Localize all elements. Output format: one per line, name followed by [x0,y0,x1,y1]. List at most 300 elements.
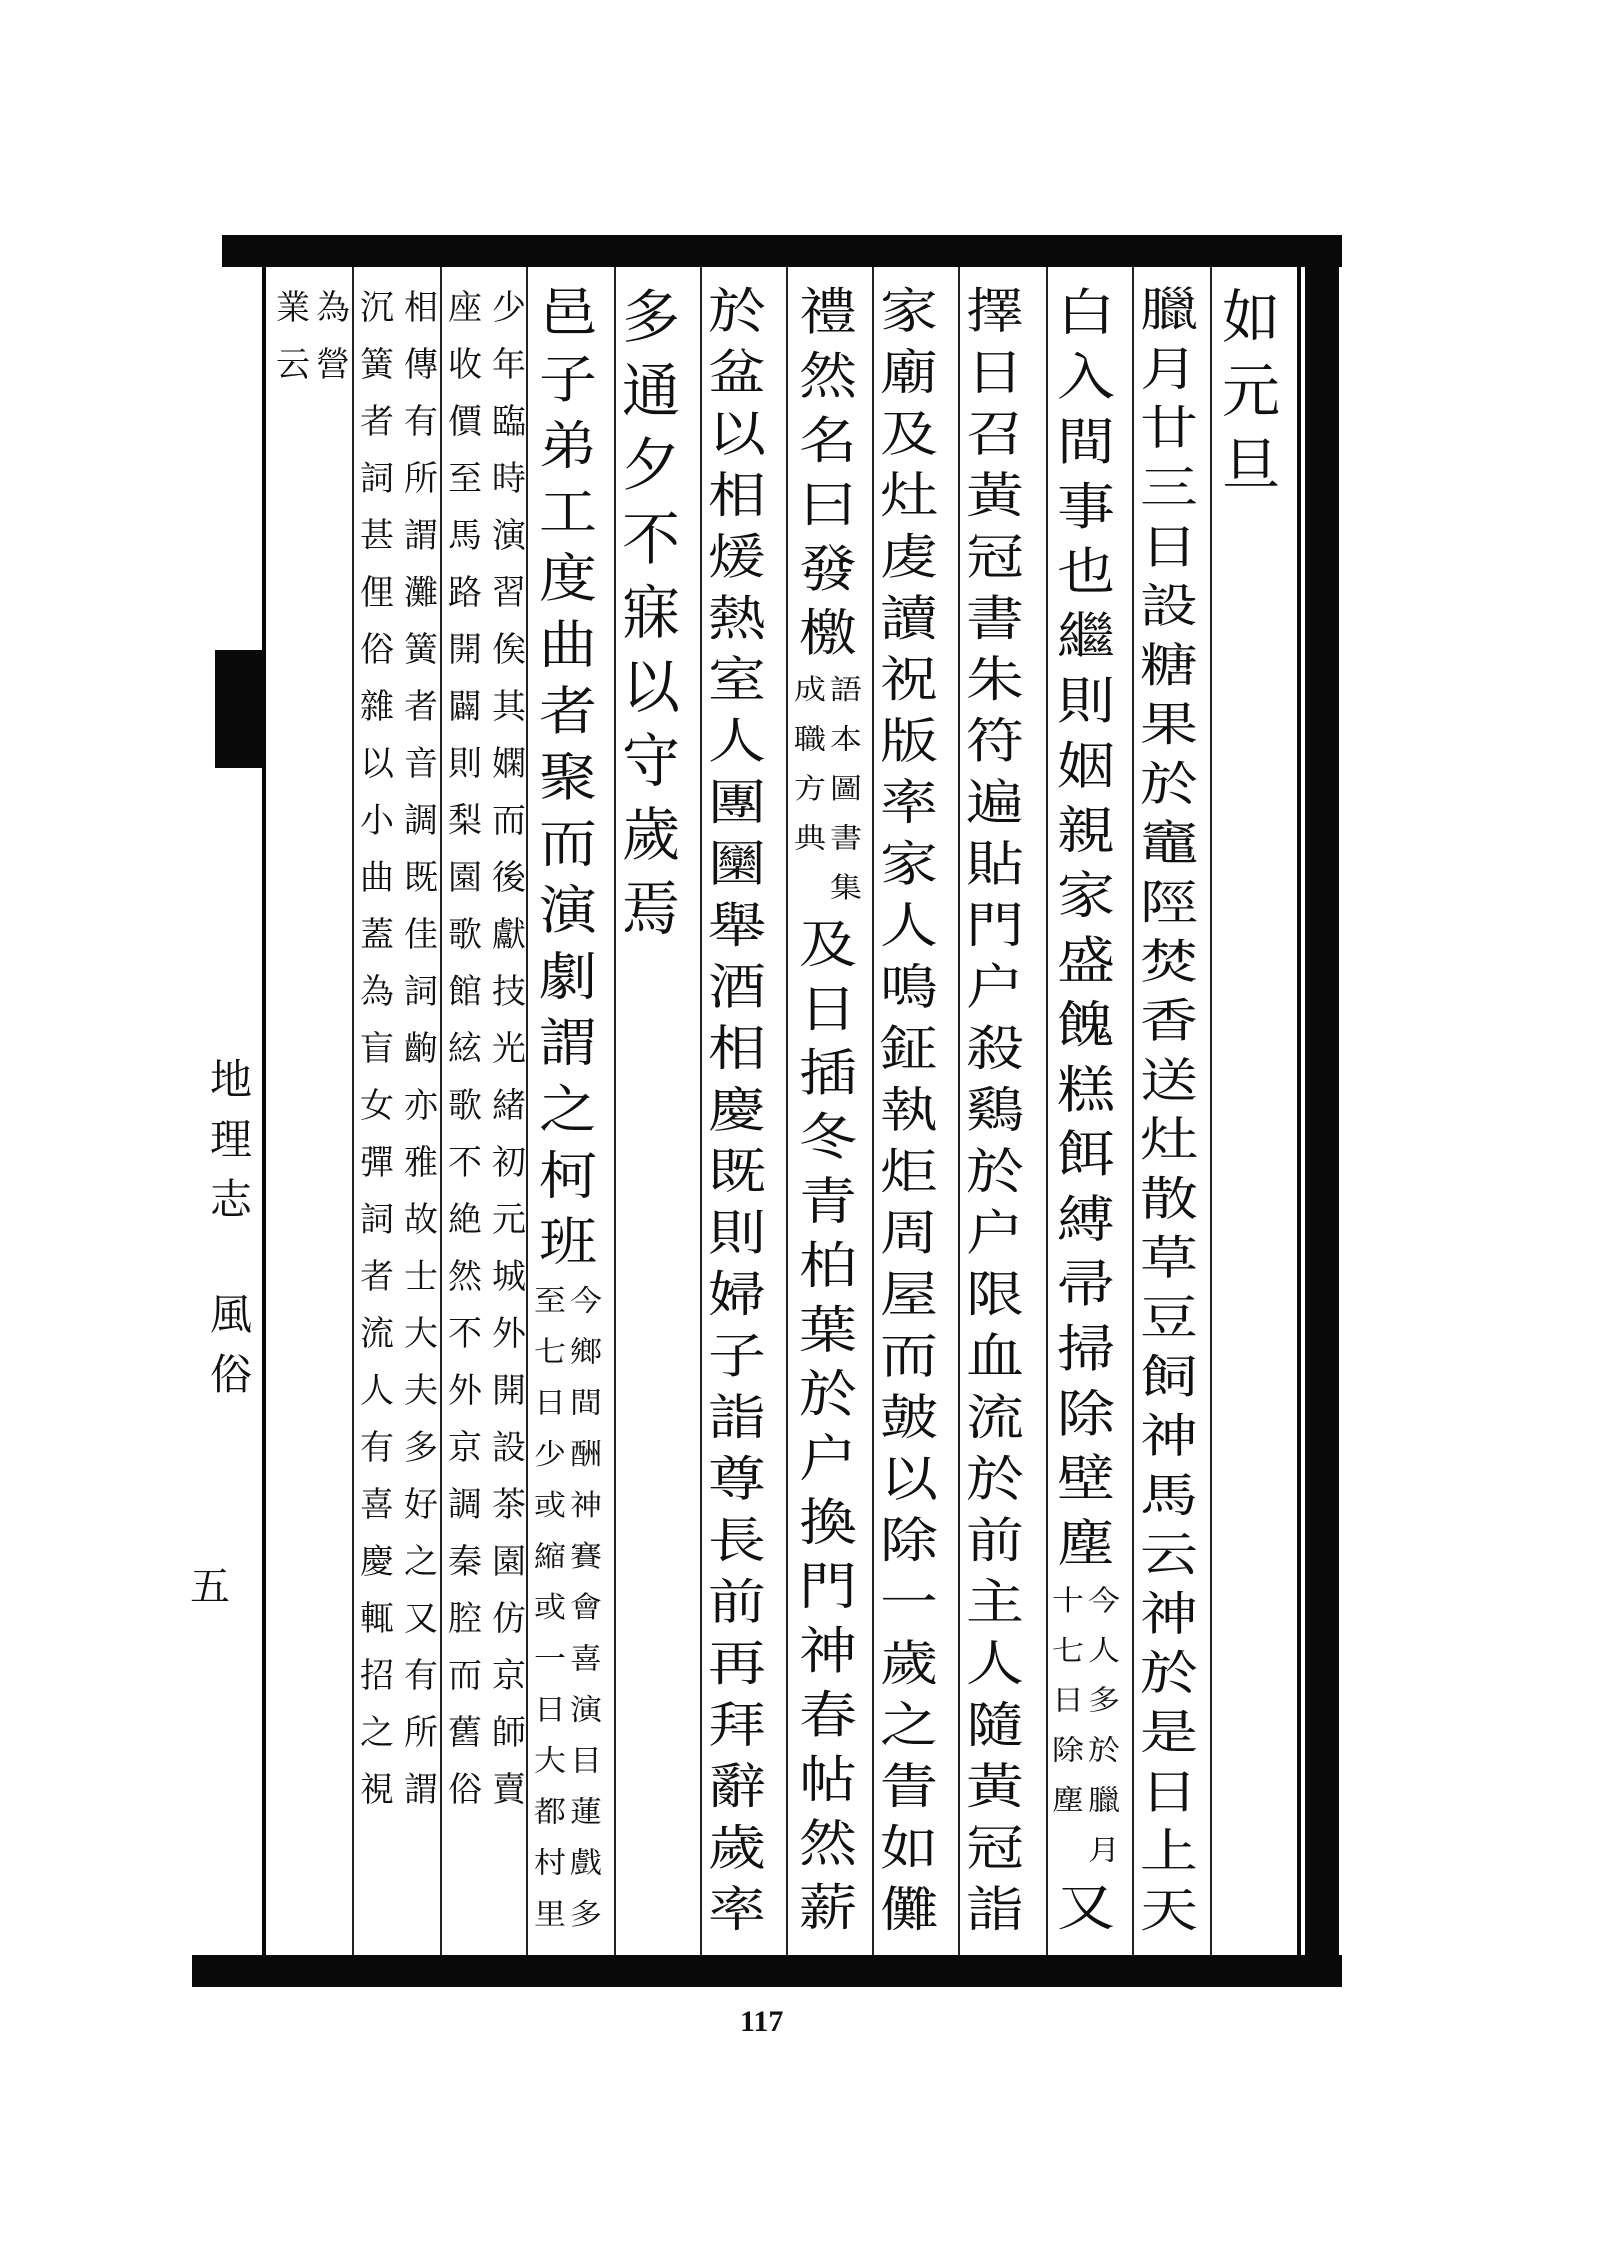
glyph: 子 [708,1327,767,1385]
glyph: 冠 [966,528,1025,585]
glyph: 方 [794,772,827,805]
glyph: 仿 [492,1599,526,1639]
glyph: 圖 [830,772,863,805]
glyph: 少 [492,288,526,328]
glyph: 絃 [448,1029,482,1069]
interlinear-note [534,1275,602,1940]
glyph: 設 [492,1428,526,1468]
glyph: 有 [360,1428,394,1468]
glyph: 插 [799,1043,858,1103]
glyph: 調 [448,1485,482,1525]
glyph: 竈 [1140,815,1199,871]
glyph: 日 [1052,1683,1085,1717]
glyph: 本 [830,722,863,756]
glyph: 元 [1222,357,1281,425]
glyph: 蓋 [360,915,394,955]
glyph: 音 [404,744,438,784]
glyph: 陘 [1140,875,1199,930]
text-column [534,280,602,1940]
glyph: 佳 [404,915,438,955]
glyph: 版 [880,712,939,770]
glyph: 者 [539,680,598,742]
glyph: 而 [880,1327,939,1385]
glyph: 甚 [360,516,394,556]
glyph: 馬 [448,516,482,556]
glyph: 歌 [448,915,482,955]
glyph: 煖 [708,528,767,585]
glyph: 有 [404,1656,438,1696]
glyph: 弟 [539,415,598,477]
glyph: 白 [1057,282,1116,343]
glyph: 以 [708,405,767,462]
glyph: 如 [1222,283,1281,351]
glyph: 嫻 [492,744,526,784]
glyph: 習 [492,573,526,613]
glyph: 門 [966,897,1025,954]
glyph: 園 [492,1542,526,1582]
glyph: 豆 [1140,1290,1199,1345]
glyph: 名 [799,411,858,471]
glyph: 或 [534,1590,567,1625]
glyph: 掃 [1057,1319,1116,1379]
glyph: 一 [880,1573,939,1631]
glyph: 慶 [360,1542,394,1582]
glyph: 路 [448,573,482,613]
text-column [880,280,938,1940]
fishtail-mark [215,650,263,768]
glyph: 塵 [1052,1783,1085,1817]
glyph: 於 [708,282,767,339]
glyph: 小 [360,801,394,841]
column-divider [614,267,616,1955]
glyph: 演 [492,516,526,556]
note-line [534,1275,566,1940]
glyph: 典 [794,821,827,855]
glyph: 少 [534,1436,567,1471]
glyph: 七 [534,1334,567,1369]
glyph: 書 [830,821,863,855]
glyph: 成 [794,673,827,707]
glyph: 聚 [539,747,598,809]
glyph: 外 [492,1314,526,1354]
glyph: 而 [539,813,598,875]
glyph: 俗 [210,1350,253,1399]
glyph: 師 [492,1713,526,1753]
glyph: 多 [622,283,681,351]
column-divider [1210,267,1212,1955]
glyph: 間 [570,1385,603,1420]
glyph: 而 [448,1656,482,1696]
glyph: 又 [404,1599,438,1639]
glyph: 園 [448,858,482,898]
glyph: 曰 [799,475,858,535]
glyph: 會 [570,1590,603,1625]
glyph: 檄 [799,603,858,663]
glyph: 姻 [1057,736,1116,796]
main-text [1057,280,1115,1576]
glyph: 帖 [799,1749,858,1809]
glyph: 人 [966,1635,1025,1692]
glyph: 神 [1140,1586,1199,1642]
glyph: 時 [492,459,526,499]
glyph: 春 [799,1685,858,1745]
glyph: 之 [539,1079,598,1141]
glyph: 柏 [799,1236,858,1296]
glyph: 後 [492,858,526,898]
glyph: 歲 [708,1819,767,1877]
glyph: 壁 [1057,1448,1116,1509]
glyph: 寐 [622,579,681,647]
column-divider [958,267,960,1955]
glyph: 血 [966,1327,1025,1385]
glyph: 俟 [492,630,526,670]
glyph: 不 [448,1314,482,1354]
glyph: 旦 [1222,431,1281,499]
glyph: 輒 [360,1599,394,1639]
glyph: 率 [880,774,939,831]
glyph: 室 [708,651,767,708]
glyph: 廟 [880,343,939,401]
glyph: 然 [448,1257,482,1297]
glyph: 朱 [966,651,1025,708]
glyph: 有 [404,402,438,442]
glyph: 三 [1140,460,1199,515]
glyph: 招 [360,1656,394,1696]
glyph: 者 [360,402,394,442]
glyph: 演 [539,879,598,941]
glyph: 腔 [448,1599,482,1639]
bottom-border [192,1955,1342,1987]
glyph: 十 [1052,1583,1085,1617]
glyph: 謂 [404,516,438,556]
note-line [1052,1576,1084,1875]
note-line [794,665,826,912]
glyph: 流 [360,1314,394,1354]
glyph: 前 [966,1512,1025,1569]
glyph: 調 [404,801,438,841]
glyph: 則 [708,1204,767,1262]
glyph: 香 [1140,993,1199,1049]
glyph: 相 [708,466,767,524]
column-divider [1132,267,1134,1955]
note-column [448,280,482,1819]
glyph: 傳 [404,345,438,385]
glyph: 隨 [966,1696,1025,1754]
text-column [1140,280,1198,1940]
glyph: 歲 [622,801,681,869]
glyph: 神 [799,1621,858,1681]
glyph: 彈 [360,1143,394,1183]
glyph: 餽 [1057,995,1116,1055]
glyph: 月 [1140,341,1199,397]
column-divider [872,267,874,1955]
glyph: 京 [448,1428,482,1468]
glyph: 一 [534,1641,567,1676]
glyph: 里 [534,1896,567,1932]
glyph: 夕 [622,431,681,499]
glyph: 外 [448,1371,482,1411]
glyph: 之 [360,1713,394,1753]
glyph: 上 [1140,1823,1199,1879]
column-divider [786,267,788,1955]
glyph: 糕 [1057,1060,1116,1120]
glyph: 殺 [966,1020,1025,1077]
glyph: 既 [404,858,438,898]
column-divider [1046,267,1048,1955]
glyph: 喜 [360,1485,394,1525]
glyph: 間 [1057,412,1116,472]
glyph: 盆 [708,343,767,401]
glyph: 則 [1057,671,1116,731]
glyph: 喜 [570,1641,603,1676]
glyph: 目 [570,1743,603,1778]
glyph: 炬 [880,1143,939,1200]
glyph: 為 [316,288,350,328]
glyph: 送 [1140,1053,1199,1108]
glyph: 日 [799,979,858,1039]
glyph: 草 [1140,1230,1199,1286]
glyph: 熱 [708,589,767,647]
glyph: 謂 [404,1770,438,1810]
glyph: 職 [794,722,827,756]
glyph: 獻 [492,915,526,955]
glyph: 元 [492,1200,526,1240]
glyph: 焚 [1140,934,1199,990]
glyph: 餌 [1057,1124,1116,1185]
glyph: 士 [404,1257,438,1297]
glyph: 遍 [966,774,1025,831]
glyph: 日 [966,343,1025,401]
glyph: 志 [210,1175,253,1224]
glyph: 多 [1088,1683,1121,1717]
glyph: 鉦 [880,1020,939,1077]
glyph: 黃 [966,466,1025,524]
glyph: 青 [799,1172,858,1232]
glyph: 工 [539,481,598,543]
glyph: 臘 [1140,282,1199,337]
interlinear-note [794,665,862,912]
glyph: 歲 [880,1635,939,1692]
glyph: 雅 [404,1143,438,1183]
glyph: 除 [1052,1733,1085,1767]
glyph: 廿 [1140,400,1199,456]
main-text [1057,1875,1115,1940]
glyph: 然 [799,346,858,406]
glyph: 於 [799,1364,858,1424]
glyph: 召 [966,405,1025,462]
interlinear-note [1052,1576,1120,1875]
glyph: 多 [404,1428,438,1468]
glyph: 絶 [448,1200,482,1240]
glyph: 故 [404,1200,438,1240]
glyph: 臘 [1088,1783,1121,1817]
glyph: 祝 [880,651,939,708]
glyph: 飼 [1140,1349,1199,1405]
glyph: 至 [448,459,482,499]
glyph: 風 [210,1290,253,1339]
glyph: 至 [534,1283,567,1318]
note-column [360,280,394,1819]
glyph: 茶 [492,1485,526,1525]
glyph: 辭 [708,1758,767,1815]
note-column [404,280,438,1819]
glyph: 大 [534,1743,567,1778]
glyph: 謂 [539,1012,598,1074]
glyph: 七 [1052,1633,1085,1667]
glyph: 及 [880,405,939,462]
left-border [262,267,266,1955]
glyph: 劇 [539,946,598,1008]
glyph: 散 [1140,1171,1199,1227]
glyph: 俗 [360,630,394,670]
glyph: 云 [276,345,310,385]
glyph: 繼 [1057,606,1116,667]
glyph: 以 [622,653,681,721]
glyph: 今 [570,1283,603,1318]
glyph: 度 [539,548,598,610]
glyph: 蓮 [570,1794,603,1829]
glyph: 及 [799,915,858,975]
glyph: 人 [360,1371,394,1411]
glyph: 尊 [708,1450,767,1508]
glyph: 演 [570,1692,603,1727]
glyph: 之 [880,1696,939,1754]
note-line [1088,1576,1120,1875]
glyph: 屋 [880,1266,939,1323]
glyph: 事 [1057,476,1116,537]
note-column [316,280,350,394]
glyph: 多 [570,1896,603,1932]
glyph: 相 [404,288,438,328]
glyph: 然 [799,1814,858,1874]
glyph: 或 [534,1488,567,1523]
glyph: 灶 [880,466,939,524]
glyph: 户 [966,958,1025,1016]
glyph: 簧 [360,345,394,385]
main-text [799,280,857,665]
glyph: 慶 [708,1081,767,1139]
glyph: 灶 [1140,1112,1199,1167]
glyph: 柯 [539,1145,598,1207]
glyph: 帚 [1057,1254,1116,1314]
glyph: 於 [966,1450,1025,1508]
glyph: 舉 [708,897,767,954]
glyph: 齣 [404,1029,438,1069]
column-divider [700,267,702,1955]
glyph: 沉 [360,288,394,328]
top-border [222,235,1342,267]
glyph: 價 [448,402,482,442]
glyph: 光 [492,1029,526,1069]
glyph: 户 [966,1204,1025,1262]
glyph: 大 [404,1314,438,1354]
right-border [1305,235,1339,1987]
glyph: 戲 [570,1845,603,1880]
glyph: 䖍 [880,528,939,585]
glyph: 秦 [448,1542,482,1582]
glyph: 都 [534,1794,567,1829]
main-text [799,913,857,1940]
glyph: 為 [360,972,394,1012]
glyph: 户 [799,1428,858,1488]
right-inner-border [1297,267,1301,1955]
note-column [492,280,526,1819]
glyph: 月 [1088,1833,1121,1867]
glyph: 人 [880,897,939,954]
note-column [276,280,310,394]
text-column [622,280,680,946]
glyph: 鄉 [570,1334,603,1369]
glyph: 初 [492,1143,526,1183]
glyph: 酬 [570,1436,603,1471]
glyph: 俗 [448,1770,482,1810]
glyph: 而 [492,801,526,841]
glyph: 鷄 [966,1081,1025,1139]
glyph: 梨 [448,801,482,841]
margin-title [210,1050,252,1230]
glyph: 皷 [880,1389,939,1446]
margin-section [210,1285,252,1405]
glyph: 歌 [448,1086,482,1126]
folio-number: 五 [190,1564,230,1610]
glyph: 以 [360,744,394,784]
glyph: 年 [492,345,526,385]
glyph: 夫 [404,1371,438,1411]
main-text [539,280,597,1275]
glyph: 不 [622,505,681,573]
glyph: 冬 [799,1107,858,1167]
glyph: 云 [1140,1527,1199,1582]
glyph: 所 [404,1713,438,1753]
glyph: 圞 [708,835,767,893]
glyph: 守 [622,727,681,795]
glyph: 馬 [1140,1468,1199,1523]
glyph: 再 [708,1635,767,1692]
glyph: 邑 [539,282,598,344]
text-column [794,280,862,1940]
glyph: 收 [448,345,482,385]
glyph: 親 [1057,800,1116,861]
glyph: 既 [708,1143,767,1200]
glyph: 門 [799,1557,858,1617]
glyph: 詣 [966,1881,1025,1938]
glyph: 賣 [492,1770,526,1810]
glyph: 視 [360,1770,394,1810]
glyph: 詣 [708,1389,767,1446]
glyph: 家 [880,282,939,339]
glyph: 於 [1140,756,1199,812]
glyph: 婦 [708,1266,767,1323]
column-divider [526,267,528,1955]
glyph: 如 [880,1819,939,1877]
text-column [708,280,766,1940]
glyph: 館 [448,972,482,1012]
glyph: 則 [448,744,482,784]
glyph: 鳴 [880,958,939,1016]
glyph: 之 [404,1542,438,1582]
glyph: 女 [360,1086,394,1126]
glyph: 開 [492,1371,526,1411]
glyph: 班 [539,1211,598,1273]
glyph: 臨 [492,402,526,442]
glyph: 書 [966,589,1025,647]
glyph: 相 [708,1020,767,1077]
glyph: 其 [492,687,526,727]
glyph: 賽 [570,1539,603,1574]
glyph: 者 [404,687,438,727]
glyph: 黃 [966,1758,1025,1815]
glyph: 盛 [1057,930,1116,991]
